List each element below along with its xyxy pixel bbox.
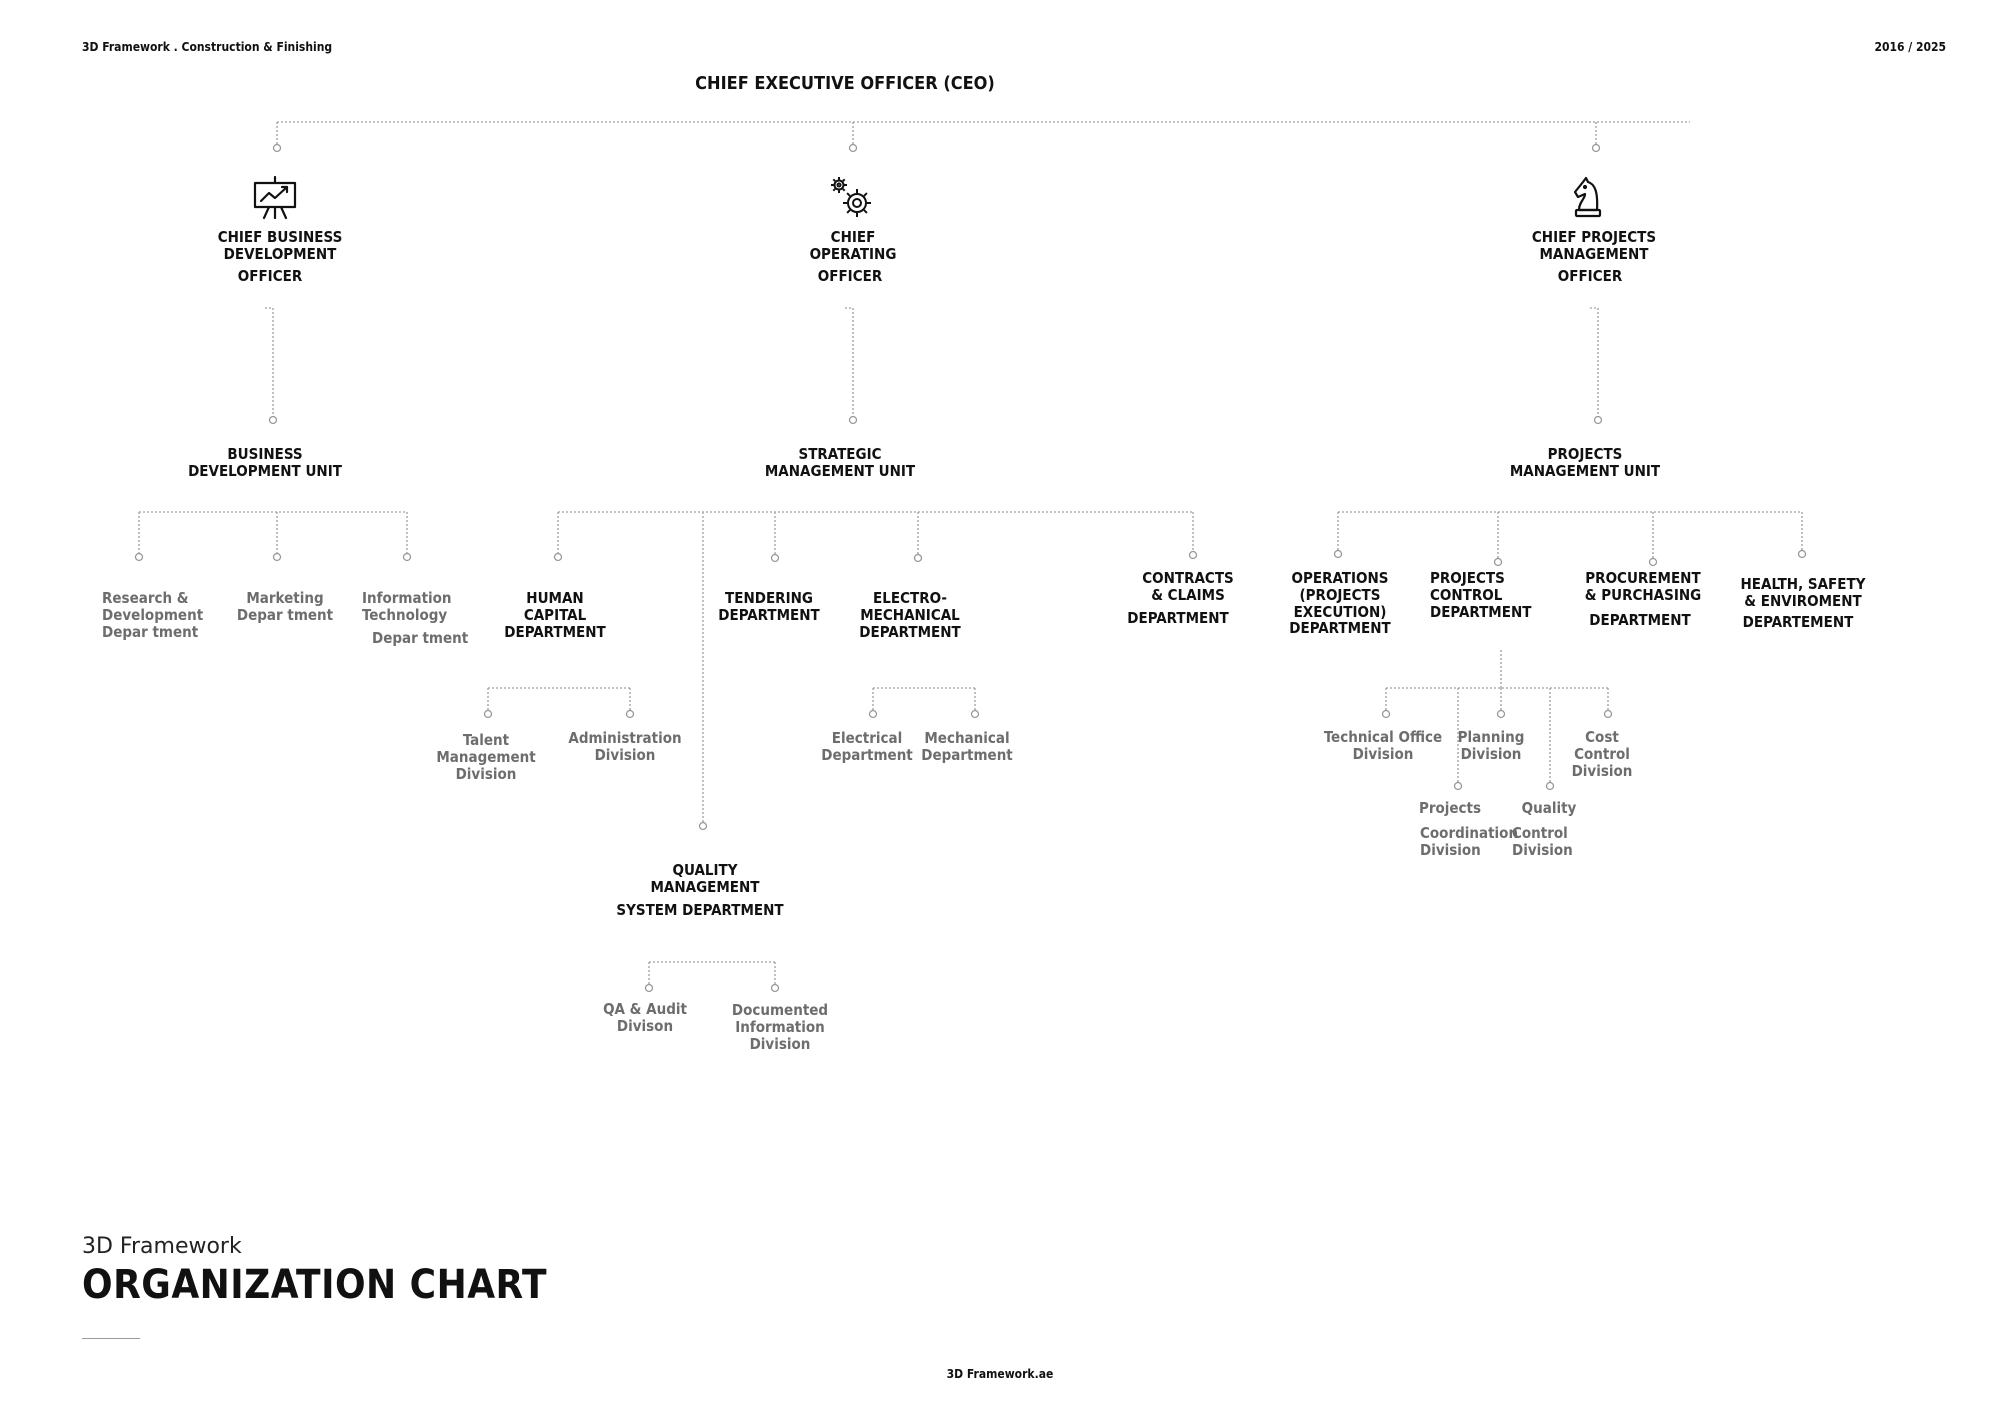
connector-node	[485, 711, 492, 718]
connector-node	[1799, 551, 1806, 558]
website-footer: 3D Framework.ae	[946, 1367, 1054, 1381]
strategic-management-unit: STRATEGIC MANAGEMENT UNIT	[764, 445, 916, 480]
connector-node	[1650, 559, 1657, 566]
projects-control-department: PROJECTS CONTROL DEPARTMENT	[1430, 569, 1532, 621]
page-title: ORGANIZATION CHART	[82, 1262, 548, 1308]
connector-node	[404, 554, 411, 561]
years-header: 2016 / 2025	[1874, 40, 1946, 54]
talent-management-division: Talent Management Division	[436, 731, 536, 783]
human-capital-department: HUMAN CAPITAL DEPARTMENT	[504, 589, 606, 641]
electro-mechanical-department: ELECTRO- MECHANICAL DEPARTMENT	[859, 589, 961, 641]
ceo-label: CHIEF EXECUTIVE OFFICER (CEO)	[695, 73, 995, 94]
contracts-claims-role: DEPARTMENT	[1127, 609, 1229, 627]
coo-title: CHIEF OPERATING	[809, 228, 897, 263]
connector-node	[1593, 145, 1600, 152]
company-header: 3D Framework . Construction & Finishing	[82, 40, 333, 54]
connector-node	[870, 711, 877, 718]
presentation-chart-icon	[251, 174, 299, 222]
it-department-title: Information Technology	[362, 589, 452, 624]
tendering-department: TENDERING DEPARTMENT	[718, 589, 820, 624]
connector-node	[850, 145, 857, 152]
technical-office-division: Technical Office Division	[1323, 728, 1443, 763]
connector-node	[1547, 783, 1554, 790]
gears-icon	[828, 174, 876, 222]
connector-node	[270, 417, 277, 424]
procurement-role: DEPARTMENT	[1589, 611, 1691, 629]
connector-node	[1455, 783, 1462, 790]
contracts-claims-title: CONTRACTS & CLAIMS	[1142, 569, 1234, 604]
connector-node	[555, 554, 562, 561]
quality-control-role: Control Division	[1512, 824, 1573, 859]
connector-node	[1595, 417, 1602, 424]
coo-role: OFFICER	[817, 267, 883, 285]
connector-node	[1383, 711, 1390, 718]
hse-title: HEALTH, SAFETY & ENVIROMENT	[1740, 575, 1866, 610]
mechanical-department: Mechanical Department	[921, 729, 1013, 764]
cpmo-title: CHIEF PROJECTS MANAGEMENT	[1531, 228, 1657, 263]
electrical-department: Electrical Department	[821, 729, 913, 764]
connector-node	[1335, 551, 1342, 558]
projects-management-unit: PROJECTS MANAGEMENT UNIT	[1509, 445, 1661, 480]
marketing-department: Marketing Depar tment	[236, 589, 334, 624]
business-development-unit: BUSINESS DEVELOPMENT UNIT	[188, 445, 342, 480]
projects-coordination-title: Projects	[1418, 799, 1482, 817]
connector-node	[627, 711, 634, 718]
connector-node	[915, 555, 922, 562]
connector-node	[646, 985, 653, 992]
cbdo-role: OFFICER	[237, 267, 303, 285]
connector-node	[1495, 559, 1502, 566]
hse-role: DEPARTEMENT	[1742, 613, 1854, 631]
planning-division: Planning Division	[1457, 728, 1525, 763]
footer-subtitle: 3D Framework	[82, 1234, 242, 1259]
quality-control-title: Quality	[1521, 799, 1577, 817]
operations-department: OPERATIONS (PROJECTS EXECUTION) DEPARTMENT	[1289, 569, 1391, 638]
projects-coordination-role: Coordination Division	[1420, 824, 1519, 859]
connector-node	[850, 417, 857, 424]
quality-management-role: SYSTEM DEPARTMENT	[616, 901, 784, 919]
connector-node	[1498, 711, 1505, 718]
connector-node	[972, 711, 979, 718]
procurement-title: PROCUREMENT & PURCHASING	[1584, 569, 1702, 604]
chess-knight-icon	[1564, 174, 1612, 222]
title-underline	[82, 1338, 140, 1339]
connector-node	[1190, 552, 1197, 559]
cpmo-role: OFFICER	[1557, 267, 1623, 285]
qa-audit-division: QA & Audit Divison	[603, 1000, 687, 1035]
administration-division: Administration Division	[568, 729, 682, 764]
documented-information-division: Documented Information Division	[731, 1001, 829, 1053]
it-department-role: Depar tment	[372, 629, 469, 647]
cost-control-division: Cost Control Division	[1571, 728, 1633, 780]
connector-node	[772, 985, 779, 992]
connector-node	[274, 554, 281, 561]
cbdo-title: CHIEF BUSINESS DEVELOPMENT	[217, 228, 343, 263]
connector-node	[1605, 711, 1612, 718]
connector-node	[772, 555, 779, 562]
connector-node	[136, 554, 143, 561]
connector-node	[274, 145, 281, 152]
connector-node	[700, 823, 707, 830]
research-department: Research & Development Depar tment	[102, 589, 204, 641]
quality-management-title: QUALITY MANAGEMENT	[650, 861, 760, 896]
